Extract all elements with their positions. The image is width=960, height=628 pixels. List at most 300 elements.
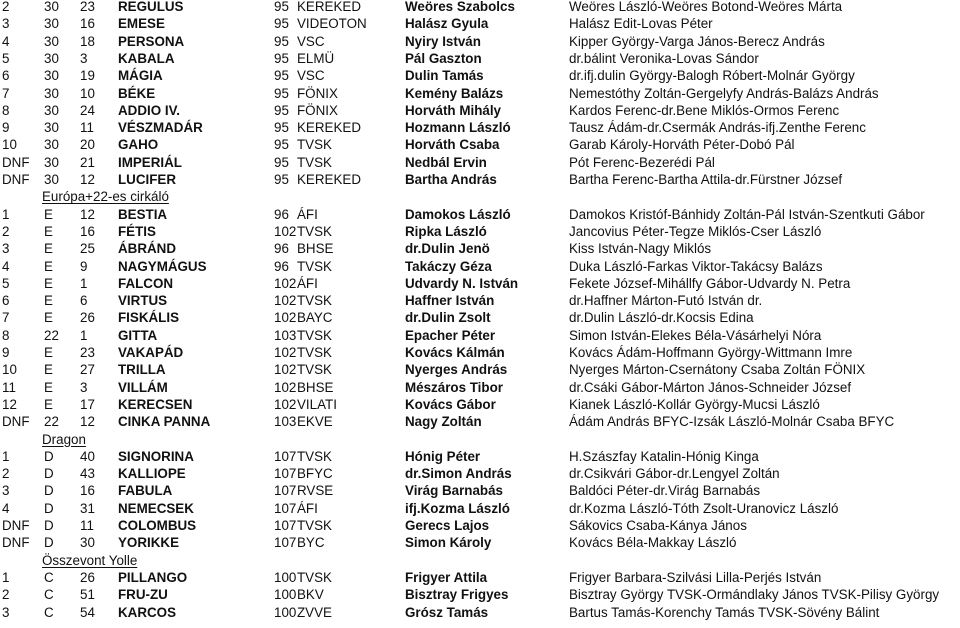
- year-cell: 107: [274, 518, 297, 533]
- race-cell: 30: [44, 172, 59, 187]
- sail-number-cell: 23: [80, 345, 95, 360]
- boat-name-cell: PILLANGO: [118, 569, 188, 585]
- sail-number-cell: 3: [80, 50, 88, 66]
- crew-cell: dr.Csáki Gábor-Márton János-Schneider József: [569, 379, 852, 395]
- sail-number-cell: 12: [80, 206, 95, 222]
- place-cell: 2: [2, 466, 10, 482]
- boat-name-cell: BESTIA: [118, 206, 168, 222]
- crew-cell: Nemestóthy Zoltán-Gergelyfy András-Balázs András: [569, 85, 879, 101]
- place-cell: DNF: [2, 535, 30, 551]
- year-cell: 102: [274, 275, 297, 291]
- year-cell: 103: [274, 327, 297, 343]
- crew-cell: Weöres László-Weöres Botond-Weöres Márta: [569, 0, 843, 14]
- crew-cell: Damokos Kristóf-Bánhidy Zoltán-Pál István-Szentkuti Gábor: [569, 206, 925, 222]
- crew-cell: Frigyer Barbara-Szilvási Lilla-Perjés István: [569, 569, 822, 585]
- sail-number-cell: 19: [80, 68, 95, 84]
- boat-name-cell: ÁBRÁND: [118, 241, 177, 257]
- place-cell: 6: [2, 293, 10, 309]
- race-cell: D: [44, 466, 54, 482]
- place-cell: 8: [2, 327, 10, 343]
- boat-name-cell: YORIKKE: [118, 535, 180, 551]
- place-cell: 7: [2, 310, 10, 326]
- sail-number-cell: 1: [80, 275, 88, 291]
- year-cell: 100: [274, 604, 297, 620]
- skipper-cell: Nyiry István: [405, 33, 481, 49]
- race-cell: C: [44, 587, 54, 603]
- skipper-cell: Horváth Mihály: [405, 102, 501, 118]
- sail-number-cell: 30: [80, 535, 95, 551]
- result-row: [0, 327, 960, 344]
- class-section-header: [0, 552, 960, 569]
- race-cell: 30: [44, 154, 59, 170]
- club-cell: VSC: [297, 33, 325, 49]
- place-cell: 4: [2, 33, 10, 49]
- year-cell: 102: [274, 345, 297, 360]
- skipper-cell: Takáczy Géza: [405, 258, 492, 274]
- boat-name-cell: CINKA PANNA: [118, 414, 211, 430]
- club-cell: ELMÜ: [297, 50, 335, 66]
- crew-cell: dr.Kozma László-Tóth Zsolt-Uranovicz László: [569, 500, 839, 516]
- year-cell: 100: [274, 587, 297, 603]
- club-cell: TVSK: [297, 327, 332, 343]
- place-cell: DNF: [2, 154, 30, 170]
- club-cell: KEREKED: [297, 172, 361, 187]
- crew-cell: dr.ifj.dulin György-Balogh Róbert-Molnár György: [569, 68, 855, 84]
- crew-cell: Kovács Béla-Makkay László: [569, 535, 737, 551]
- place-cell: 9: [2, 345, 10, 360]
- result-row: [0, 154, 960, 171]
- result-row: [0, 448, 960, 465]
- skipper-cell: Damokos László: [405, 206, 511, 222]
- club-cell: BHSE: [297, 379, 334, 395]
- skipper-cell: Bisztray Frigyes: [405, 587, 509, 603]
- club-cell: BAYC: [297, 310, 333, 326]
- race-cell: E: [44, 310, 53, 326]
- place-cell: 2: [2, 587, 10, 603]
- race-cell: 30: [44, 16, 59, 32]
- skipper-cell: Grósz Tamás: [405, 604, 489, 620]
- year-cell: 107: [274, 466, 297, 482]
- result-row: [0, 344, 960, 361]
- boat-name-cell: KERECSEN: [118, 396, 193, 412]
- crew-cell: Kiss István-Nagy Miklós: [569, 241, 712, 257]
- place-cell: 6: [2, 68, 10, 84]
- skipper-cell: Epacher Péter: [405, 327, 496, 343]
- skipper-cell: Nagy Zoltán: [405, 414, 482, 430]
- skipper-cell: Nedbál Ervin: [405, 154, 487, 170]
- result-row: [0, 33, 960, 50]
- club-cell: ÁFI: [297, 500, 318, 516]
- boat-name-cell: MÁGIA: [118, 68, 163, 84]
- sail-number-cell: 26: [80, 310, 95, 326]
- year-cell: 95: [274, 154, 289, 170]
- year-cell: 102: [274, 310, 297, 326]
- race-cell: 30: [44, 68, 59, 84]
- class-section-header: [0, 188, 960, 205]
- result-row: [0, 292, 960, 309]
- sail-number-cell: 18: [80, 33, 95, 49]
- result-row: [0, 396, 960, 413]
- club-cell: TVSK: [297, 258, 332, 274]
- skipper-cell: Frigyer Attila: [405, 569, 488, 585]
- sail-number-cell: 11: [80, 518, 94, 533]
- club-cell: EKVE: [297, 414, 333, 430]
- race-cell: D: [44, 518, 54, 533]
- skipper-cell: Bartha András: [405, 172, 497, 187]
- skipper-cell: Nyerges András: [405, 362, 508, 378]
- crew-cell: Nyerges Márton-Csernátony Csaba Zoltán FÖNIX: [569, 362, 866, 378]
- crew-cell: Bartus Tamás-Korenchy Tamás TVSK-Sövény Bálint: [569, 604, 880, 620]
- boat-name-cell: VÉSZMADÁR: [118, 120, 203, 136]
- result-row: [0, 500, 960, 517]
- club-cell: TVSK: [297, 569, 332, 585]
- year-cell: 107: [274, 535, 297, 551]
- sail-number-cell: 27: [80, 362, 95, 378]
- result-row: [0, 534, 960, 551]
- skipper-cell: Pál Gaszton: [405, 50, 482, 66]
- year-cell: 95: [274, 85, 289, 101]
- skipper-cell: Kemény Balázs: [405, 85, 504, 101]
- crew-cell: Ádám András BFYC-Izsák László-Molnár Csaba BFYC: [569, 414, 895, 430]
- sail-number-cell: 12: [80, 414, 95, 430]
- crew-cell: Simon István-Elekes Béla-Vásárhelyi Nóra: [569, 327, 822, 343]
- sail-number-cell: 3: [80, 379, 88, 395]
- club-cell: ZVVE: [297, 604, 332, 620]
- sail-number-cell: 1: [80, 327, 88, 343]
- race-cell: 30: [44, 0, 59, 14]
- section-title: Összevont Yolle: [42, 552, 138, 568]
- sail-number-cell: 51: [80, 587, 95, 603]
- result-row: [0, 361, 960, 378]
- sail-number-cell: 43: [80, 466, 95, 482]
- place-cell: 5: [2, 50, 10, 66]
- club-cell: BFYC: [297, 466, 333, 482]
- place-cell: 5: [2, 275, 10, 291]
- year-cell: 95: [274, 120, 289, 136]
- year-cell: 95: [274, 50, 289, 66]
- boat-name-cell: GAHO: [118, 137, 159, 153]
- place-cell: 1: [2, 448, 10, 464]
- race-cell: E: [44, 345, 53, 360]
- crew-cell: Kardos Ferenc-dr.Bene Miklós-Ormos Ferenc: [569, 102, 840, 118]
- boat-name-cell: BÉKE: [118, 85, 156, 101]
- year-cell: 102: [274, 379, 297, 395]
- place-cell: 3: [2, 241, 10, 257]
- result-row: [0, 0, 960, 15]
- sail-number-cell: 31: [80, 500, 95, 516]
- club-cell: RVSE: [297, 483, 334, 499]
- club-cell: ÁFI: [297, 275, 318, 291]
- year-cell: 107: [274, 500, 297, 516]
- race-cell: 30: [44, 137, 59, 153]
- result-row: [0, 102, 960, 119]
- class-section-header: [0, 431, 960, 448]
- boat-name-cell: REGULUS: [118, 0, 184, 14]
- place-cell: DNF: [2, 414, 30, 430]
- crew-cell: Baldóci Péter-dr.Virág Barnabás: [569, 483, 761, 499]
- crew-cell: dr.bálint Veronika-Lovas Sándor: [569, 50, 759, 66]
- skipper-cell: dr.Dulin Jenö: [405, 241, 490, 257]
- club-cell: BHSE: [297, 241, 334, 257]
- crew-cell: Pót Ferenc-Bezerédi Pál: [569, 154, 715, 170]
- club-cell: TVSK: [297, 293, 332, 309]
- result-row: [0, 413, 960, 430]
- race-cell: E: [44, 275, 53, 291]
- skipper-cell: dr.Dulin Zsolt: [405, 310, 491, 326]
- year-cell: 102: [274, 362, 297, 378]
- skipper-cell: Haffner István: [405, 293, 495, 309]
- skipper-cell: Kovács Kálmán: [405, 345, 505, 360]
- place-cell: 10: [2, 362, 17, 378]
- result-row: [0, 517, 960, 534]
- skipper-cell: Hozmann László: [405, 120, 511, 136]
- result-row: [0, 258, 960, 275]
- club-cell: TVSK: [297, 154, 332, 170]
- race-cell: E: [44, 293, 53, 309]
- race-cell: 22: [44, 414, 59, 430]
- race-cell: 30: [44, 33, 59, 49]
- skipper-cell: Gerecs Lajos: [405, 518, 490, 533]
- boat-name-cell: FABULA: [118, 483, 173, 499]
- result-row: [0, 67, 960, 84]
- year-cell: 96: [274, 258, 289, 274]
- race-cell: E: [44, 379, 53, 395]
- place-cell: 9: [2, 120, 10, 136]
- result-row: [0, 119, 960, 136]
- boat-name-cell: FISKÁLIS: [118, 310, 180, 326]
- place-cell: 4: [2, 258, 10, 274]
- boat-name-cell: KARCOS: [118, 604, 177, 620]
- result-row: [0, 240, 960, 257]
- sail-number-cell: 24: [80, 102, 95, 118]
- race-cell: E: [44, 241, 53, 257]
- place-cell: 11: [2, 379, 16, 395]
- boat-name-cell: KABALA: [118, 50, 175, 66]
- year-cell: 102: [274, 293, 297, 309]
- boat-name-cell: NEMECSEK: [118, 500, 194, 516]
- year-cell: 96: [274, 206, 289, 222]
- result-row: [0, 275, 960, 292]
- crew-cell: Kovács Ádám-Hoffmann György-Wittmann Imre: [569, 345, 853, 360]
- club-cell: VSC: [297, 68, 325, 84]
- boat-name-cell: LUCIFER: [118, 172, 177, 187]
- club-cell: BKV: [297, 587, 324, 603]
- year-cell: 95: [274, 137, 289, 153]
- club-cell: TVSK: [297, 518, 332, 533]
- year-cell: 100: [274, 569, 297, 585]
- race-cell: E: [44, 223, 53, 239]
- club-cell: BYC: [297, 535, 325, 551]
- sail-number-cell: 17: [80, 396, 95, 412]
- result-row: [0, 136, 960, 153]
- club-cell: FÖNIX: [297, 85, 338, 101]
- boat-name-cell: FRU-ZU: [118, 587, 168, 603]
- crew-cell: dr.Dulin László-dr.Kocsis Edina: [569, 310, 754, 326]
- boat-name-cell: VAKAPÁD: [118, 345, 184, 360]
- race-cell: 30: [44, 102, 59, 118]
- result-row: [0, 50, 960, 67]
- place-cell: 8: [2, 102, 10, 118]
- boat-name-cell: TRILLA: [118, 362, 166, 378]
- skipper-cell: Horváth Csaba: [405, 137, 500, 153]
- race-cell: D: [44, 500, 54, 516]
- place-cell: 12: [2, 396, 17, 412]
- boat-name-cell: GITTA: [118, 327, 158, 343]
- club-cell: FÖNIX: [297, 102, 338, 118]
- place-cell: 2: [2, 0, 10, 14]
- boat-name-cell: COLOMBUS: [118, 518, 197, 533]
- skipper-cell: dr.Simon András: [405, 466, 512, 482]
- result-row: [0, 586, 960, 603]
- boat-name-cell: VIRTUS: [118, 293, 168, 309]
- race-cell: C: [44, 569, 54, 585]
- year-cell: 102: [274, 223, 297, 239]
- crew-cell: Kianek László-Kollár György-Mucsi László: [569, 396, 820, 412]
- crew-cell: dr.Csikvári Gábor-dr.Lengyel Zoltán: [569, 466, 780, 482]
- sail-number-cell: 11: [80, 120, 94, 136]
- result-row: [0, 604, 960, 621]
- crew-cell: Kipper György-Varga János-Berecz András: [569, 33, 825, 49]
- club-cell: TVSK: [297, 362, 332, 378]
- race-cell: C: [44, 604, 54, 620]
- race-cell: 30: [44, 50, 59, 66]
- sail-number-cell: 6: [80, 293, 88, 309]
- sail-number-cell: 26: [80, 569, 95, 585]
- skipper-cell: Simon Károly: [405, 535, 492, 551]
- place-cell: 1: [2, 206, 10, 222]
- skipper-cell: Halász Gyula: [405, 16, 489, 32]
- place-cell: 2: [2, 223, 10, 239]
- result-row: [0, 465, 960, 482]
- place-cell: 7: [2, 85, 10, 101]
- skipper-cell: Ripka László: [405, 223, 487, 239]
- place-cell: 3: [2, 604, 10, 620]
- boat-name-cell: PERSONA: [118, 33, 185, 49]
- crew-cell: Fekete József-Mihállfy Gábor-Udvardy N. Petra: [569, 275, 851, 291]
- boat-name-cell: NAGYMÁGUS: [118, 258, 207, 274]
- club-cell: VILATI: [297, 396, 337, 412]
- race-cell: D: [44, 448, 54, 464]
- boat-name-cell: ADDIO IV.: [118, 102, 181, 118]
- sail-number-cell: 16: [80, 483, 95, 499]
- skipper-cell: Virág Barnabás: [405, 483, 503, 499]
- skipper-cell: Dulin Tamás: [405, 68, 484, 84]
- year-cell: 95: [274, 16, 289, 32]
- skipper-cell: ifj.Kozma László: [405, 500, 510, 516]
- skipper-cell: Kovács Gábor: [405, 396, 496, 412]
- boat-name-cell: KALLIOPE: [118, 466, 186, 482]
- year-cell: 102: [274, 396, 297, 412]
- crew-cell: Duka László-Farkas Viktor-Takácsy Balázs: [569, 258, 823, 274]
- year-cell: 96: [274, 241, 289, 257]
- club-cell: TVSK: [297, 137, 332, 153]
- section-title: Dragon: [42, 431, 86, 447]
- crew-cell: dr.Haffner Márton-Futó István dr.: [569, 293, 763, 309]
- sail-number-cell: 10: [80, 85, 95, 101]
- place-cell: 1: [2, 569, 10, 585]
- race-cell: E: [44, 258, 53, 274]
- skipper-cell: Udvardy N. István: [405, 275, 519, 291]
- race-cell: 30: [44, 120, 59, 136]
- crew-cell: Jancovius Péter-Tegze Miklós-Cser László: [569, 223, 822, 239]
- crew-cell: Halász Edit-Lovas Péter: [569, 16, 713, 32]
- place-cell: 3: [2, 16, 10, 32]
- place-cell: 3: [2, 483, 10, 499]
- year-cell: 95: [274, 0, 289, 14]
- club-cell: TVSK: [297, 345, 332, 360]
- result-row: [0, 379, 960, 396]
- boat-name-cell: IMPERIÁL: [118, 154, 182, 170]
- year-cell: 107: [274, 448, 297, 464]
- sail-number-cell: 54: [80, 604, 95, 620]
- place-cell: DNF: [2, 518, 30, 533]
- result-row: [0, 223, 960, 240]
- sail-number-cell: 23: [80, 0, 95, 14]
- club-cell: KEREKED: [297, 120, 361, 136]
- skipper-cell: Weöres Szabolcs: [405, 0, 515, 14]
- sail-number-cell: 16: [80, 16, 95, 32]
- race-cell: 30: [44, 85, 59, 101]
- crew-cell: Bartha Ferenc-Bartha Attila-dr.Fürstner József: [569, 172, 843, 187]
- sail-number-cell: 12: [80, 172, 95, 187]
- sail-number-cell: 9: [80, 258, 88, 274]
- year-cell: 95: [274, 33, 289, 49]
- boat-name-cell: FÉTIS: [118, 223, 156, 239]
- crew-cell: Garab Károly-Horváth Péter-Dobó Pál: [569, 137, 795, 153]
- race-cell: E: [44, 206, 53, 222]
- race-cell: E: [44, 396, 53, 412]
- crew-cell: Bisztray György TVSK-Ormándlaky János TVSK-Pilisy György: [569, 587, 940, 603]
- sail-number-cell: 40: [80, 448, 95, 464]
- section-title: Európa+22-es cirkáló: [42, 189, 169, 205]
- boat-name-cell: FALCON: [118, 275, 174, 291]
- boat-name-cell: SIGNORINA: [118, 448, 194, 464]
- club-cell: KEREKED: [297, 0, 361, 14]
- result-row: [0, 15, 960, 32]
- year-cell: 95: [274, 102, 289, 118]
- place-cell: 10: [2, 137, 17, 153]
- club-cell: TVSK: [297, 448, 332, 464]
- skipper-cell: Hónig Péter: [405, 448, 481, 464]
- place-cell: 4: [2, 500, 10, 516]
- club-cell: VIDEOTON: [297, 16, 367, 32]
- year-cell: 95: [274, 172, 289, 187]
- sail-number-cell: 25: [80, 241, 95, 257]
- result-row: [0, 309, 960, 326]
- boat-name-cell: VILLÁM: [118, 379, 168, 395]
- result-row: [0, 206, 960, 223]
- crew-cell: Sákovics Csaba-Kánya János: [569, 518, 747, 533]
- race-cell: E: [44, 362, 53, 378]
- sail-number-cell: 20: [80, 137, 95, 153]
- crew-cell: Tausz Ádám-dr.Csermák András-ifj.Zenthe Ferenc: [569, 120, 866, 136]
- year-cell: 107: [274, 483, 297, 499]
- race-cell: D: [44, 535, 54, 551]
- result-row: [0, 85, 960, 102]
- year-cell: 95: [274, 68, 289, 84]
- sail-number-cell: 21: [80, 154, 95, 170]
- year-cell: 103: [274, 414, 297, 430]
- crew-cell: H.Szászfay Katalin-Hónig Kinga: [569, 448, 759, 464]
- place-cell: DNF: [2, 172, 30, 187]
- club-cell: ÁFI: [297, 206, 318, 222]
- skipper-cell: Mészáros Tibor: [405, 379, 503, 395]
- race-cell: 22: [44, 327, 59, 343]
- result-row: [0, 171, 960, 188]
- sail-number-cell: 16: [80, 223, 95, 239]
- result-row: [0, 569, 960, 586]
- club-cell: TVSK: [297, 223, 332, 239]
